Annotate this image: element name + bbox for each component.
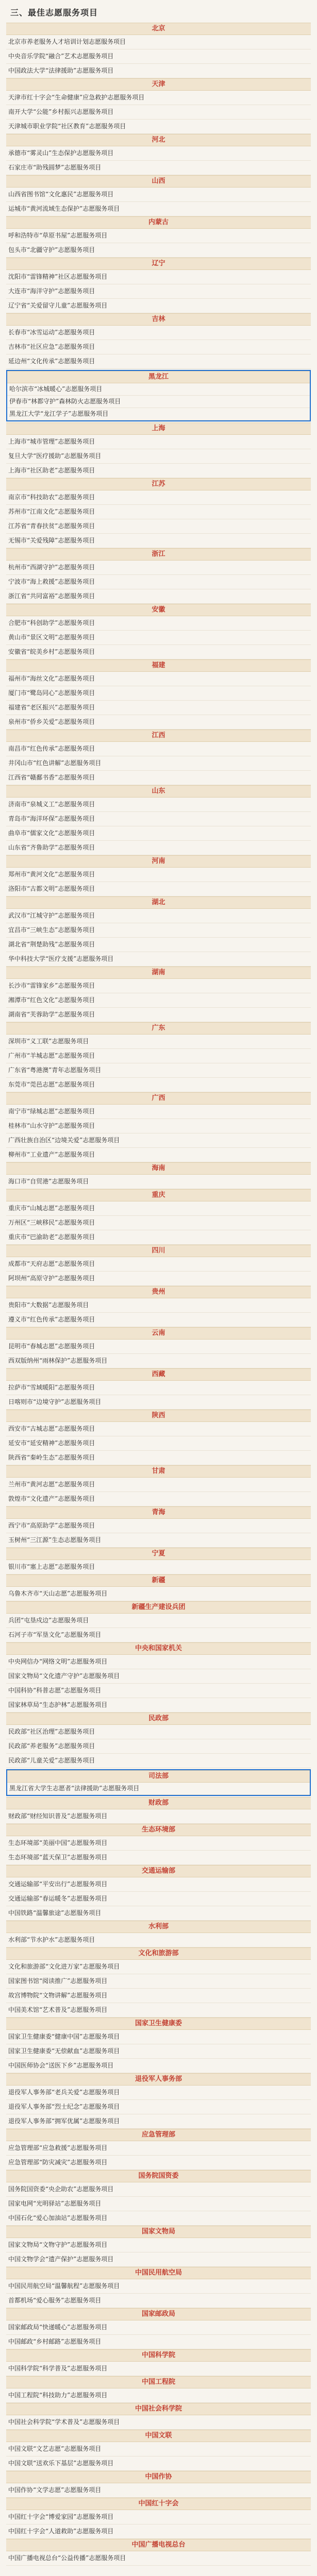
project-item: 运城市“黄河流域生态保护”志愿服务项目 [6,202,311,216]
project-item: 湘潭市“红色文化”志愿服务项目 [6,993,311,1008]
project-item: 南昌市“红色传承”志愿服务项目 [6,742,311,756]
project-item: 中国文联“文艺志愿”志愿服务项目 [6,2442,311,2456]
region-header: 贵州 [6,1286,311,1298]
project-item: 延安市“延安精神”志愿服务项目 [6,1436,311,1451]
project-item: 中国科学院“科学普及”志愿服务项目 [6,2362,311,2376]
region-header: 黑龙江 [7,371,310,383]
region-section [6,2267,311,2308]
region-section [6,604,311,659]
project-item: 国家电网“光明驿站”志愿服务项目 [6,2197,311,2211]
project-item: 生态环境部“美丽中国”志愿服务项目 [6,1836,311,1851]
region-header: 河南 [6,855,311,868]
page-title: 三、最佳志愿服务项目 [10,8,98,18]
region-header: 退役军人事务部 [6,2073,311,2086]
region-header: 中国科学院 [6,2349,311,2362]
region-header: 国务院国资委 [6,2170,311,2182]
project-item: 柳州市“工业遗产”志愿服务项目 [6,1148,311,1162]
project-item: 中国邮政“乡村邮路”志愿服务项目 [6,2335,311,2349]
project-item: 青岛市“海洋环保”志愿服务项目 [6,812,311,826]
project-item: 拉萨市“雪域暖阳”志愿服务项目 [6,1381,311,1395]
region-section [6,1797,311,1824]
project-item: 深圳市“义工联”志愿服务项目 [6,1035,311,1049]
region-section [6,2170,311,2226]
region-header: 山东 [6,785,311,798]
region-header: 山西 [6,175,311,188]
region-section [6,1368,311,1410]
region-header: 交通运输部 [6,1865,311,1877]
region-section [6,1465,311,1506]
region-section [6,1506,311,1548]
project-item: 无锡市“关爱残障”志愿服务项目 [6,534,311,548]
project-item: 南开大学“公能”乡村振兴志愿服务项目 [6,105,311,120]
project-item: 呼和浩特市“草原书屋”志愿服务项目 [6,229,311,243]
project-item: 井冈山市“红色讲解”志愿服务项目 [6,756,311,771]
project-item: 万州区“三峡移民”志愿服务项目 [6,1216,311,1230]
project-item: 延边州“文化传承”志愿服务项目 [6,354,311,369]
region-header: 中央和国家机关 [6,1642,311,1655]
region-header: 青海 [6,1506,311,1519]
project-item: 北京市养老服务人才培训计划志愿服务项目 [6,35,311,49]
project-item: 水利部“节水护水”志愿服务项目 [6,1933,311,1947]
project-item: 民政部“养老服务”志愿服务项目 [6,1739,311,1754]
project-item: 黑龙江省大学生志愿者“法律援助”志愿服务项目 [7,1783,310,1795]
project-item: 山东省“齐鲁助学”志愿服务项目 [6,841,311,855]
project-item: 泉州市“侨乡关爱”志愿服务项目 [6,715,311,730]
region-header: 财政部 [6,1797,311,1809]
project-item: 国家林草局“生态护林”志愿服务项目 [6,1698,311,1713]
region-header: 吉林 [6,313,311,326]
region-section [6,370,311,421]
project-item: 交通运输部“春运暖冬”志愿服务项目 [6,1892,311,1906]
region-header: 中国工程院 [6,2376,311,2388]
project-item: 杭州市“西湖守护”志愿服务项目 [6,561,311,575]
region-header: 辽宁 [6,258,311,270]
region-header: 重庆 [6,1189,311,1201]
region-section [6,1601,311,1642]
project-item: 福州市“海丝文化”志愿服务项目 [6,672,311,686]
project-item: 成都市“天府志愿”志愿服务项目 [6,1257,311,1272]
project-item: 东莞市“莞邑志愿”志愿服务项目 [6,1078,311,1092]
project-item: 昆明市“春城志愿”志愿服务项目 [6,1340,311,1354]
region-section [6,730,311,785]
region-header: 水利部 [6,1921,311,1933]
region-header: 安徽 [6,604,311,616]
region-section [6,134,311,175]
project-item: 湖南省“芙蓉助学”志愿服务项目 [6,1008,311,1022]
project-item: 安徽省“皖美乡村”志愿服务项目 [6,645,311,659]
region-section [6,2403,311,2430]
region-header: 国家文物局 [6,2226,311,2238]
project-item: 敦煌市“文化遗产”志愿服务项目 [6,1492,311,1506]
region-header: 上海 [6,422,311,435]
project-item: 沈阳市“雷锋精神”社区志愿服务项目 [6,270,311,284]
project-item: 南宁市“绿城志愿”志愿服务项目 [6,1105,311,1119]
project-item: 伊春市“林都守护”森林防火志愿服务项目 [7,396,310,408]
project-item: 中国广播电视总台“公益传播”志愿服务项目 [6,2551,311,2566]
region-section [6,422,311,478]
project-item: 首都机场“爱心服务”志愿服务项目 [6,2294,311,2308]
region-section [6,1642,311,1713]
project-item: 天津城市职业学院“社区教育”志愿服务项目 [6,120,311,134]
project-item: 国家文物局“文化遗产守护”志愿服务项目 [6,1669,311,1684]
region-section [6,1189,311,1245]
region-section [6,967,311,1022]
project-item: 中国文联“送欢乐下基层”志愿服务项目 [6,2456,311,2471]
project-item: 浙江省“共同富裕”志愿服务项目 [6,589,311,604]
region-section [6,2430,311,2471]
project-item: 故宫博物院“文物讲解”志愿服务项目 [6,1989,311,2003]
project-item: 兵团“屯垦戍边”志愿服务项目 [6,1614,311,1628]
project-item: 中国红十字会“人道救助”志愿服务项目 [6,2524,311,2539]
region-header: 文化和旅游部 [6,1947,311,1960]
project-item: 广东省“粤港澳”青年志愿服务项目 [6,1063,311,1078]
project-item: 吉林市“社区应急”志愿服务项目 [6,340,311,354]
project-item: 上海市“城市管理”志愿服务项目 [6,435,311,449]
region-header: 河北 [6,134,311,146]
project-item: 中国医师协会“送医下乡”志愿服务项目 [6,2059,311,2073]
region-header: 云南 [6,1327,311,1340]
region-section [6,2471,311,2498]
project-item: 广州市“羊城志愿”志愿服务项目 [6,1049,311,1063]
project-item: 武汉市“江城守护”志愿服务项目 [6,909,311,923]
project-item: 贵阳市“大数据”志愿服务项目 [6,1298,311,1313]
project-item: 石家庄市“助残圆梦”志愿服务项目 [6,161,311,175]
region-section [6,1162,311,1189]
project-item: 生态环境部“蓝天保卫”志愿服务项目 [6,1851,311,1865]
region-section [6,785,311,855]
region-section [6,2349,311,2376]
region-header: 中国文联 [6,2430,311,2442]
project-item: 厦门市“鹭岛同心”志愿服务项目 [6,686,311,701]
project-item: 阿坝州“高原守护”志愿服务项目 [6,1272,311,1286]
project-item: 国务院国资委“央企助农”志愿服务项目 [6,2182,311,2197]
region-section [6,1947,311,2018]
region-header: 广东 [6,1022,311,1035]
project-item: 中国作协“文学志愿”志愿服务项目 [6,2483,311,2498]
project-item: 济南市“泉城义工”志愿服务项目 [6,798,311,812]
project-item: 洛阳市“古都文明”志愿服务项目 [6,882,311,896]
region-header: 福建 [6,659,311,672]
region-section [6,2376,311,2403]
project-item: 宜昌市“三峡生态”志愿服务项目 [6,923,311,938]
region-header: 中国社会科学院 [6,2403,311,2415]
project-item: 遵义市“红色传承”志愿服务项目 [6,1313,311,1327]
region-section [6,2073,311,2129]
project-item: 长沙市“雷锋家乡”志愿服务项目 [6,979,311,993]
project-item: 华中科技大学“医疗支援”志愿服务项目 [6,952,311,967]
project-item: 南京市“科技助农”志愿服务项目 [6,490,311,505]
region-header: 中国红十字会 [6,2498,311,2510]
project-item: 承德市“雾灵山”生态保护志愿服务项目 [6,146,311,161]
project-item: 文化和旅游部“文化进万家”志愿服务项目 [6,1960,311,1974]
project-item: 中央音乐学院“融合”艺术志愿服务项目 [6,49,311,64]
project-item: 苏州市“江南文化”志愿服务项目 [6,505,311,519]
project-item: 中国石化“爱心加油站”志愿服务项目 [6,2211,311,2226]
region-header: 陕西 [6,1410,311,1422]
project-item: 退役军人事务部“老兵关爱”志愿服务项目 [6,2086,311,2100]
project-item: 日喀则市“边境守护”志愿服务项目 [6,1395,311,1410]
project-item: 民政部“社区治理”志愿服务项目 [6,1725,311,1739]
project-item: 中国红十字会“博爱家园”志愿服务项目 [6,2510,311,2524]
region-section [6,1092,311,1162]
region-section [6,313,311,369]
project-item: 应急管理部“防灾减灾”志愿服务项目 [6,2156,311,2170]
region-section [6,1286,311,1327]
region-section [6,175,311,216]
project-item: 广西壮族自治区“边境关爱”志愿服务项目 [6,1133,311,1148]
project-item: 中国社会科学院“学术普及”志愿服务项目 [6,2415,311,2430]
region-section [6,2539,311,2566]
project-item: 财政部“财经知识普及”志愿服务项目 [6,1809,311,1824]
project-item: 复旦大学“医疗援助”志愿服务项目 [6,449,311,464]
region-section [6,1921,311,1947]
project-item: 中国科协“科普志愿”志愿服务项目 [6,1684,311,1698]
project-item: 福建省“老区振兴”志愿服务项目 [6,701,311,715]
region-header: 国家邮政局 [6,2308,311,2320]
region-header: 中国民用航空局 [6,2267,311,2279]
project-item: 山西省图书馆“文化惠民”志愿服务项目 [6,188,311,202]
project-item: 桂林市“山水守护”志愿服务项目 [6,1119,311,1133]
project-item: 海口市“自贸港”志愿服务项目 [6,1175,311,1189]
project-item: 退役军人事务部“拥军优属”志愿服务项目 [6,2114,311,2129]
region-header: 四川 [6,1245,311,1257]
project-item: 兰州市“黄河志愿”志愿服务项目 [6,1478,311,1492]
project-item: 江西省“赣鄱书香”志愿服务项目 [6,771,311,785]
project-item: 国家卫生健康委“健康中国”志愿服务项目 [6,2030,311,2044]
project-item: 长春市“冰雪运动”志愿服务项目 [6,326,311,340]
project-item: 中国美术馆“艺术普及”志愿服务项目 [6,2003,311,2018]
region-section [6,1865,311,1921]
region-section [6,1824,311,1865]
region-header: 民政部 [6,1713,311,1725]
project-item: 国家图书馆“阅读推广”志愿服务项目 [6,1974,311,1989]
project-item: 西安市“古城志愿”志愿服务项目 [6,1422,311,1436]
region-header: 生态环境部 [6,1824,311,1836]
project-item: 中国铁路“温馨旅途”志愿服务项目 [6,1906,311,1921]
project-item: 中国文物学会“遗产保护”志愿服务项目 [6,2252,311,2267]
region-section [6,1245,311,1286]
region-section [6,855,311,896]
region-section [6,1574,311,1601]
region-header: 新疆 [6,1574,311,1587]
region-header: 天津 [6,78,311,91]
region-section [6,896,311,967]
region-section [6,258,311,313]
region-section [6,2129,311,2170]
region-header: 中国作协 [6,2471,311,2483]
project-item: 玉树州“三江源”生态志愿服务项目 [6,1533,311,1548]
project-item: 天津市红十字会“生命健康”应急救护志愿服务项目 [6,91,311,105]
project-item: 国家文物局“文物守护”志愿服务项目 [6,2238,311,2252]
project-item: 重庆市“巴渝助老”志愿服务项目 [6,1230,311,1245]
region-section [6,548,311,604]
region-section [6,216,311,258]
region-header: 江西 [6,730,311,742]
region-section [6,1713,311,1768]
region-header: 海南 [6,1162,311,1175]
project-list [6,23,311,2566]
region-section [6,1548,311,1574]
project-item: 包头市“北疆守护”志愿服务项目 [6,243,311,258]
region-header: 浙江 [6,548,311,561]
project-item: 国家卫生健康委“无偿献血”志愿服务项目 [6,2044,311,2059]
project-item: 西双版纳州“雨林保护”志愿服务项目 [6,1354,311,1368]
project-item: 曲阜市“儒家文化”志愿服务项目 [6,826,311,841]
project-item: 上海市“社区助老”志愿服务项目 [6,464,311,478]
project-item: 陕西省“秦岭生态”志愿服务项目 [6,1451,311,1465]
project-item: 退役军人事务部“烈士纪念”志愿服务项目 [6,2100,311,2114]
project-item: 哈尔滨市“冰城暖心”志愿服务项目 [7,383,310,396]
project-item: 交通运输部“平安出行”志愿服务项目 [6,1877,311,1892]
region-section [6,1327,311,1368]
region-header: 中国广播电视总台 [6,2539,311,2551]
region-header: 内蒙古 [6,216,311,229]
region-header: 司法部 [7,1770,310,1783]
project-item: 银川市“塞上志愿”志愿服务项目 [6,1560,311,1574]
project-item: 国家邮政局“快递暖心”志愿服务项目 [6,2320,311,2335]
project-item: 中国政法大学“法律援助”志愿服务项目 [6,64,311,78]
region-header: 湖南 [6,967,311,979]
project-item: 宁波市“海上救援”志愿服务项目 [6,575,311,589]
project-item: 民政部“儿童关爱”志愿服务项目 [6,1754,311,1768]
project-item: 合肥市“科创助学”志愿服务项目 [6,616,311,631]
project-item: 乌鲁木齐市“天山志愿”志愿服务项目 [6,1587,311,1601]
region-section [6,1410,311,1465]
project-item: 湖北省“荆楚助残”志愿服务项目 [6,938,311,952]
project-item: 郑州市“黄河文化”志愿服务项目 [6,868,311,882]
region-section [6,659,311,730]
project-item: 中国工程院“科技助力”志愿服务项目 [6,2388,311,2403]
region-header: 甘肃 [6,1465,311,1478]
region-header: 西藏 [6,1368,311,1381]
project-item: 重庆市“山城志愿”志愿服务项目 [6,1201,311,1216]
project-item: 黄山市“景区文明”志愿服务项目 [6,631,311,645]
region-header: 宁夏 [6,1548,311,1560]
region-section [6,2498,311,2539]
project-item: 石河子市“军垦文化”志愿服务项目 [6,1628,311,1642]
region-header: 湖北 [6,896,311,909]
project-item: 应急管理部“应急救援”志愿服务项目 [6,2141,311,2156]
region-section [6,2226,311,2267]
region-header: 应急管理部 [6,2129,311,2141]
region-section [6,1022,311,1092]
region-header: 国家卫生健康委 [6,2018,311,2030]
region-header: 广西 [6,1092,311,1105]
region-section [6,23,311,78]
region-section [6,2308,311,2349]
project-item: 江苏省“青春扶贫”志愿服务项目 [6,519,311,534]
project-item: 西宁市“高原助学”志愿服务项目 [6,1519,311,1533]
region-section [6,1769,311,1796]
region-section [6,2018,311,2073]
project-item: 中央网信办“网络文明”志愿服务项目 [6,1655,311,1669]
project-item: 黑龙江大学“龙江学子”志愿服务项目 [7,408,310,420]
project-item: 中国民用航空局“温馨航程”志愿服务项目 [6,2279,311,2294]
region-header: 新疆生产建设兵团 [6,1601,311,1614]
project-item: 辽宁省“关爱留守儿童”志愿服务项目 [6,299,311,313]
project-item: 大连市“海洋守护”志愿服务项目 [6,284,311,299]
region-section [6,78,311,134]
region-section [6,478,311,548]
region-header: 江苏 [6,478,311,490]
region-header: 北京 [6,23,311,35]
